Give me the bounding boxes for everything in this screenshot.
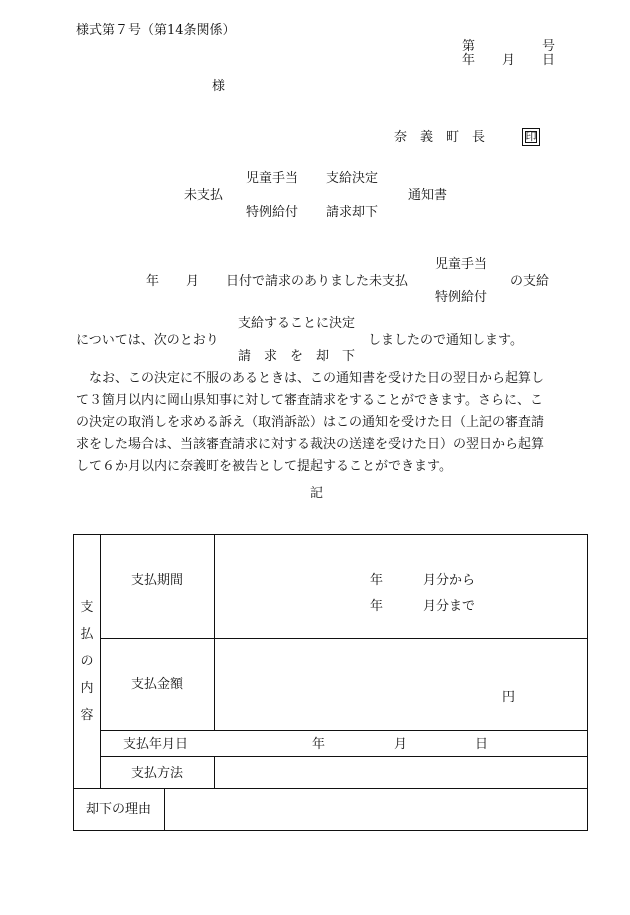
body-reject: 請 求 を 却 下 (238, 349, 356, 364)
body-claim-text: 日付で請求のありました未支払 (226, 274, 409, 289)
pay-date-row[interactable] (101, 731, 588, 757)
body-payment-of: の支給 (510, 274, 550, 289)
title-special: 特例給付 (246, 205, 299, 220)
title-decision: 支給決定 (326, 171, 379, 186)
body-special: 特例給付 (435, 290, 488, 305)
doc-number-suffix: 号 (542, 39, 556, 54)
reject-reason-label-cell (74, 789, 165, 831)
yen-unit: 円 (502, 690, 516, 705)
doc-number-prefix: 第 (462, 39, 476, 54)
date-day: 日 (542, 53, 556, 68)
body-month: 月 (186, 274, 200, 289)
pay-date-year: 年 (312, 737, 326, 752)
period-to-year: 年 (370, 599, 384, 614)
seal-icon: 印 (522, 128, 540, 146)
notice-paragraph: なお、この決定に不服のあるときは、この通知書を受けた日の翌日から起算して３箇月以内に岡山県知事に対して審査請求をすることができます。さらに、この決定の取消しを求める訴え（取消訴訟）はこの通知を受けた日（上記の審査請求をした場合は、当該審査請求に対する裁決の送達を受けた日）の翌日から起算して６か月以内に奈義町を被告として提起することができます。 (76, 371, 545, 474)
body-allowance: 児童手当 (435, 257, 488, 272)
period-from-month: 月分から (423, 573, 476, 588)
pay-date-label: 支払年月日 (123, 737, 189, 752)
payment-table (73, 534, 588, 831)
pay-date-day: 日 (475, 737, 489, 752)
period-label-cell (101, 535, 215, 639)
date-month: 月 (502, 53, 516, 68)
body-year: 年 (146, 274, 160, 289)
body-regarding: については、次のとおり (76, 333, 219, 348)
addressee-suffix: 様 (212, 79, 226, 94)
amount-value-cell[interactable] (215, 639, 588, 731)
pay-date-month: 月 (394, 737, 408, 752)
period-to-month: 月分まで (423, 599, 476, 614)
amount-label-cell (101, 639, 215, 731)
period-label: 支払期間 (131, 573, 184, 588)
issuer-name: 奈 義 町 長 (394, 130, 486, 145)
reject-reason-label: 却下の理由 (86, 802, 152, 817)
reject-reason-value-cell[interactable] (165, 789, 588, 831)
payment-content-label: 支 払 の 内 容 (74, 535, 101, 789)
amount-label: 支払金額 (131, 677, 184, 692)
title-allowance: 児童手当 (246, 171, 299, 186)
title-rejection: 請求却下 (326, 205, 379, 220)
method-value-cell[interactable] (215, 757, 588, 789)
method-label-cell (101, 757, 215, 789)
form-number: 様式第７号（第14条関係） (76, 23, 236, 38)
method-label: 支払方法 (131, 766, 184, 781)
title-notice: 通知書 (408, 188, 448, 203)
title-unpaid: 未支払 (184, 188, 224, 203)
date-year: 年 (462, 53, 476, 68)
ki-label: 記 (310, 486, 324, 501)
body-decided-to-pay: 支給することに決定 (238, 316, 356, 331)
period-from-year: 年 (370, 573, 384, 588)
body-notified: しましたので通知します。 (368, 333, 523, 348)
period-value-cell[interactable] (215, 535, 588, 639)
